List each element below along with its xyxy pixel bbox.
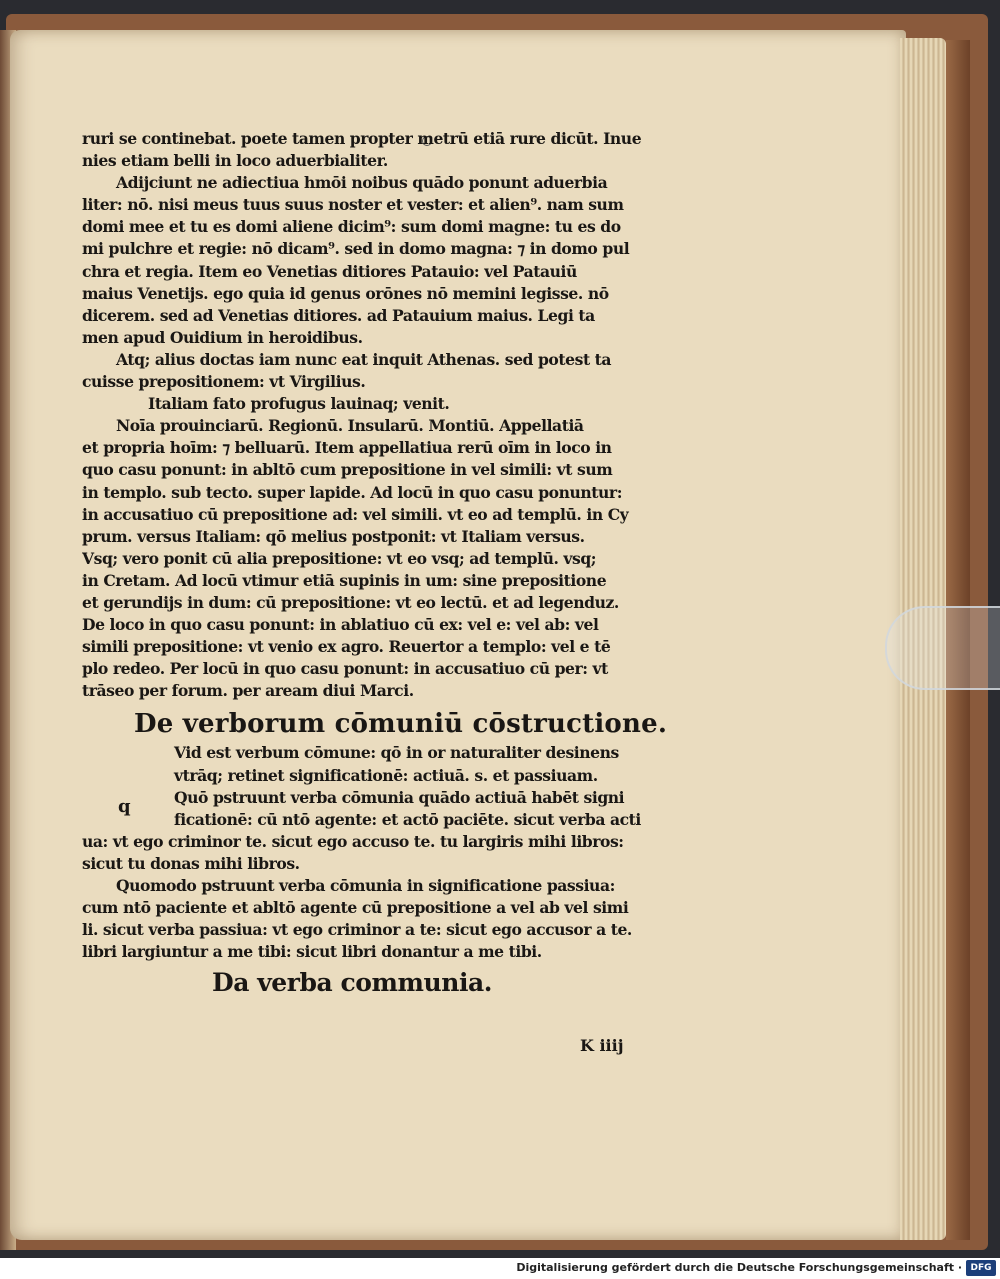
text-line: plo redeo. Per locū in quo casu ponunt: in accusatiuo cū per: vt: [82, 659, 608, 679]
text-line: quo casu ponunt: in abltō cum prepositione in vel simili: vt sum: [82, 460, 613, 480]
guide-letter: q: [118, 796, 131, 817]
text-line: et propria hoīm: ⁊ belluarū. Item appellatiua rerū oīm in loco in: [82, 438, 612, 458]
text-line: simili prepositione: vt venio ex agro. Reuertor a templo: vel e tē: [82, 637, 611, 657]
text-line: prum. versus Italiam: qō melius postponit: vt Italiam versus.: [82, 526, 585, 546]
section-heading: De verborum cōmuniū cōstructione.: [134, 709, 668, 740]
text-line: et gerundijs in dum: cū prepositione: vt eo lectū. et ad legenduz.: [82, 592, 619, 612]
text-line: dicerem. sed ad Venetias ditiores. ad Patauium maius. Legi ta: [82, 305, 595, 325]
text-line: Quō pstruunt verba cōmunia quādo actiuā habēt signi: [174, 787, 625, 807]
text-line: Noīa prouinciarū. Regionū. Insularū. Montiū. Appellatiā: [116, 416, 584, 436]
text-line: sicut tu donas mihi libros.: [82, 853, 300, 873]
text-line: nies etiam belli in loco aduerbialiter.: [82, 151, 388, 171]
text-line: ruri se continebat. poete tamen propter metrū etiā rure dicūt. Inue: [82, 129, 642, 148]
text-line: Vsq; vero ponit cū alia prepositione: vt eo vsq; ad templū. vsq;: [82, 548, 597, 568]
text-line: chra et regia. Item eo Venetias ditiores Patauio: vel Patauiū: [82, 261, 577, 281]
text-line: Adijciunt ne adiectiua hmōi noibus quādo ponunt aduerbia: [116, 173, 608, 193]
text-line: Vid est verbum cōmune: qō in or naturaliter desinens: [174, 743, 619, 763]
page-text: [82, 128, 694, 999]
text-line: mi pulchre et regie: nō dicam⁹. sed in domo magna: ⁊ in domo pul: [82, 239, 630, 259]
text-line: domi mee et tu es domi aliene dicim⁹: sum domi magne: tu es do: [82, 217, 621, 237]
dfg-logo-icon: DFG: [966, 1260, 996, 1276]
footer-bar: [0, 1258, 1000, 1279]
text-line: cuisse prepositionem: vt Virgilius.: [82, 372, 366, 392]
text-line: men apud Ouidium in heroidibus.: [82, 327, 363, 347]
section-heading-2: Da verba communia.: [212, 968, 493, 998]
text-line: in Cretam. Ad locū vtimur etiā supinis in um: sine prepositione: [82, 570, 607, 590]
text-line: libri largiuntur a me tibi: sicut libri donantur a me tibi.: [82, 942, 542, 962]
text-line: Atq; alius doctas iam nunc eat inquit Athenas. sed potest ta: [116, 349, 612, 369]
text-line: cum ntō paciente et abltō agente cū prepositione a vel ab vel simi: [82, 898, 629, 918]
text-line: liter: nō. nisi meus tuus suus noster et vester: et alien⁹. nam sum: [82, 195, 624, 215]
verse-quote: Italiam fato profugus lauinaq; venit.: [148, 394, 450, 414]
text-line: li. sicut verba passiua: vt ego criminor a te: sicut ego accusor a te.: [82, 920, 632, 940]
text-line: trāseo per forum. per aream diui Marci.: [82, 681, 414, 701]
page-clip: [885, 606, 1000, 690]
text-line: in accusatiuo cū prepositione ad: vel simili. vt eo ad templū. in Cy: [82, 504, 629, 524]
text-line: maius Venetijs. ego quia id genus orōnes nō memini legisse. nō: [82, 283, 609, 303]
text-line: in templo. sub tecto. super lapide. Ad locū in quo casu ponuntur:: [82, 482, 623, 502]
text-line: ficationē: cū ntō agente: et actō paciēte. sicut verba acti: [174, 809, 641, 829]
text-line: De loco in quo casu ponunt: in ablatiuo cū ex: vel e: vel ab: vel: [82, 615, 599, 635]
signature-mark: K iiij: [580, 1036, 624, 1055]
text-line: Quomodo pstruunt verba cōmunia in significatione passiua:: [116, 876, 615, 895]
funding-credit: Digitalisierung gefördert durch die Deutsche Forschungsgemeinschaft ·: [516, 1261, 962, 1274]
text-line: vtrāq; retinet significationē: actiuā. s. et passiuam.: [174, 765, 598, 785]
text-line: ua: vt ego criminor te. sicut ego accuso te. tu largiris mihi libros:: [82, 831, 624, 851]
